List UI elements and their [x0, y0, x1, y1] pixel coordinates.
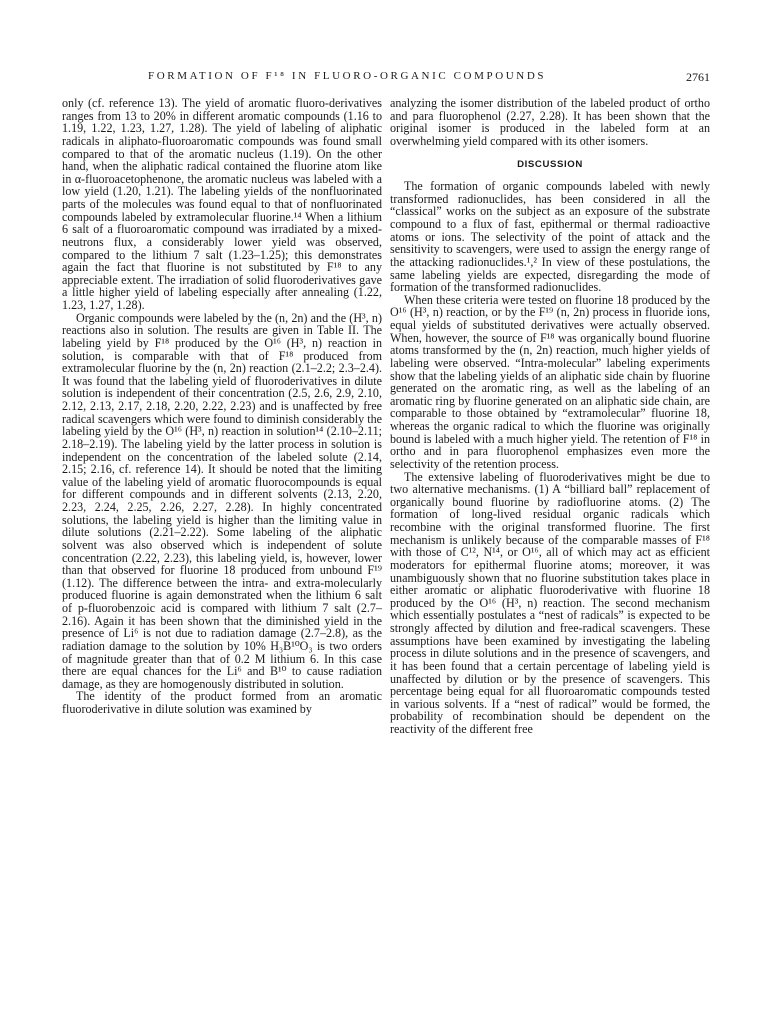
- paragraph: Organic compounds were labeled by the (n, 2n) and the (H³, n) reactions also in solution. The results are given in Table II. The labeling yield by F¹⁸ produced by the O¹⁶ (H³, n) reaction in solution, is comparable with that of F¹⁸ produced from extramolecular fluorine by the (n, 2n) reaction (2.1–2.2; 2.3–2.4). It was found that the labeling yield of fluoroderivatives in dilute solution is independent of their concentration (2.5, 2.6, 2.9, 2.10, 2.12, 2.13, 2.17, 2.18, 2.20, 2.22, 2.23) and is unaffected by free radical scavengers which were found to diminish considerably the labeling yield by the O¹⁶ (H³, n) reaction in solution¹⁴ (2.10–2.11; 2.18–2.19). The labeling yield by the latter process in solution is independent on the concentration of the labeled solute (2.14, 2.15; 2.16, cf. reference 14). It should be noted that the limiting value of the labeling yield of aromatic fluorocompounds is equal for different compounds and in different solvents (2.13, 2.20, 2.23, 2.24, 2.25, 2.26, 2.27, 2.28). In highly concentrated solutions, the labeling yield is higher than the limiting value in dilute solutions (2.21–2.22). Some labeling of the aliphatic solvent was also observed which is independent of solute concentration (2.22, 2.23), this labeling yield, is, however, lower than that observed for fluorine 18 produced from unbound F¹⁹ (1.12). The difference between the intra- and extra-molecularly produced fluorine is again demonstrated when the lithium 6 salt of p-fluorobenzoic acid is compared with lithium 7 salt (2.7–2.16). Again it has been shown that the diminished yield in the presence of Li⁶ is not due to radiation damage (2.7–2.8), as the radiation damage to the solution by 10% H₃B¹⁰O₃ is two orders of magnitude greater than that of 0.2 M lithium 6. In this case there are equal chances for the Li⁶ and B¹⁰ to cause radiation damage, as they are homogenously distributed in solution.: [62, 310, 382, 691]
- left-column: [62, 97, 382, 716]
- running-title: FORMATION OF F¹⁸ IN FLUORO-ORGANIC COMPOUNDS: [148, 70, 547, 82]
- page-header: [62, 70, 710, 86]
- section-heading: DISCUSSION: [517, 158, 583, 170]
- paragraph: The identity of the product formed from an aromatic fluoroderivative in dilute solution was examined by: [62, 689, 382, 716]
- paragraph: The extensive labeling of fluoroderivatives might be due to two alternative mechanisms. (1) A “billiard ball” replacement of organically bound fluorine by radiofluorine atoms. (2) The formation of long-lived residual organic radicals which recombine with the original transformed fluorine. The first mechanism is unlikely because of the comparable masses of F¹⁸ with those of C¹², N¹⁴, or O¹⁶, all of which may act as efficient moderators for epithermal fluorine atoms; moreover, it was unambiguously shown that no fluorine substitution takes place in either aromatic or aliphatic fluoroderivative with fluorine 18 produced by the O¹⁶ (H³, n) reaction. The second mechanism which essentially postulates a “nest of radicals” is expected to be strongly affected by dilution and free-radical scavengers. These assumptions have been examined by investigating the labeling process in dilute solutions and in the presence of scavengers, and it has been found that a certain percentage of labeling yield is unaffected by dilution or by the presence of scavengers. This percentage being equal for all fluoroaromatic compounds tested in various solvents. If a “nest of radical” would be formed, the probability of recombination should be dependent on the reactivity of the different free: [390, 469, 710, 736]
- paragraph: The formation of organic compounds labeled with newly transformed radionuclides, has been considered in all the “classical” works on the subject as an exposure of the substrate compound to a flux of fast, epithermal or thermal radioactive atoms or ions. The selectivity of the point of attack and the sensitivity to scavengers, were used to assign the energy range of the attacking radionuclides.¹,² In view of these postulations, the same labeling yields are expected, disregarding the mode of formation of the transformed radionuclides.: [390, 179, 710, 295]
- paragraph: only (cf. reference 13). The yield of aromatic fluoro-derivatives ranges from 13 to 20% in different aromatic compounds (1.16 to 1.19, 1.22, 1.23, 1.27, 1.28). The yield of labeling of aliphatic radicals in aliphato-fluoroaromatic compounds was found small compared to that of the aromatic nucleus (1.19). On the other hand, when the aliphatic radical contained the fluorine atom like in α-fluoroacetophenone, the aromatic nucleus was labeled with a low yield (1.20, 1.21). The labeling yields of the nonfluorinated parts of the molecules was found equal to that of nonfluorinated compounds labeled by extramolecular fluorine.¹⁴ When a lithium 6 salt of a fluoroaromatic compound was irradiated by a mixed-neutrons flux, a considerably lower yield was observed, compared to the lithium 7 salt (1.23–1.25); this demonstrates again the fact that fluorine is not substituted by F¹⁸ to any appreciable extent. The irradiation of solid fluoroderivatives gave a little higher yield of labeling especially after annealing (1.22, 1.23, 1.27, 1.28).: [62, 96, 382, 312]
- paragraph: When these criteria were tested on fluorine 18 produced by the O¹⁶ (H³, n) reaction, or by the F¹⁹ (n, 2n) process in fluoride ions, equal yields of substituted derivatives were actually observed. When, however, the source of F¹⁸ was organically bound fluorine atoms transformed by the (n, 2n) reaction, much higher yields of labeling were observed. “Intra-molecular” labeling experiments show that the labeling yields of an aliphatic side chain by fluorine generated on the aromatic ring, as well as the labeling of an aromatic ring by fluorine generated on an aliphatic side chain, are comparable to those obtained by “extramolecular” fluorine 18, whereas the organic radical to which the fluorine was originally bound is labeled with a much higher yield. The retention of F¹⁸ in ortho and in para fluorophenol emphasizes even more the selectivity of the retention process.: [390, 292, 710, 471]
- page-number: 2761: [686, 70, 710, 84]
- right-column: [390, 97, 710, 736]
- paragraph: analyzing the isomer distribution of the labeled product of ortho and para fluorophenol (2.27, 2.28). It has been shown that the original isomer is produced in the labeled form at an overwhelming yield compared with its other isomers.: [390, 96, 710, 148]
